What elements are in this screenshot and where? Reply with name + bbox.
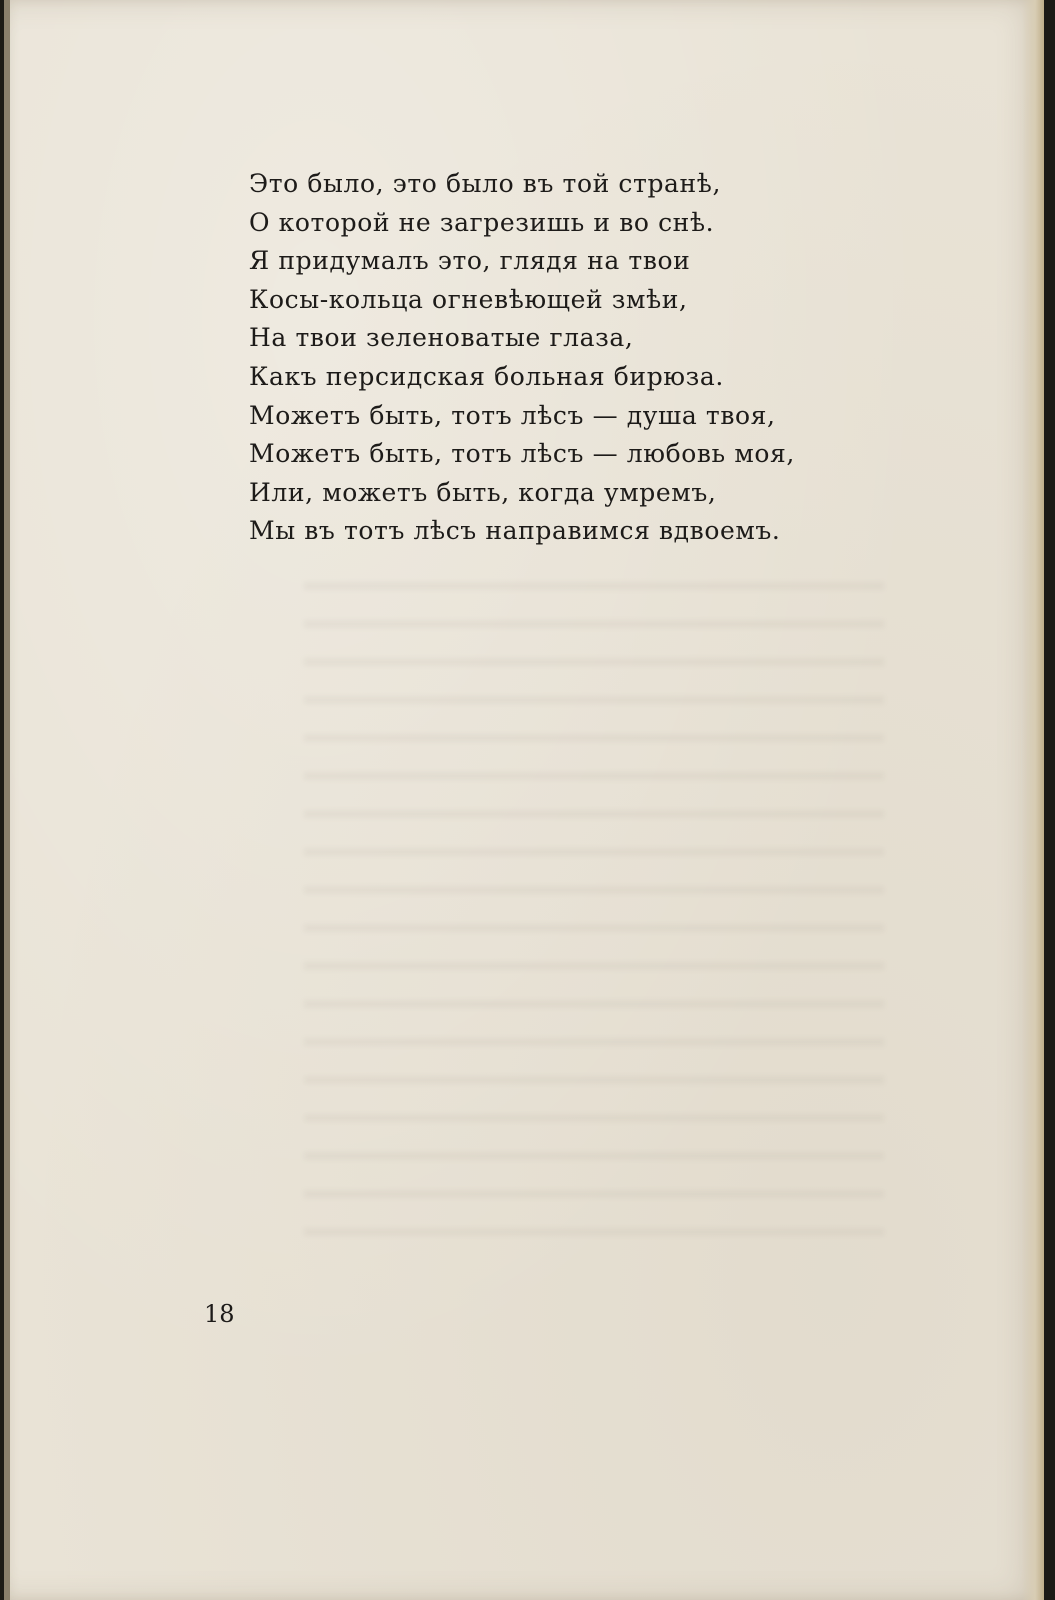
poem-line: Мы въ тотъ лѣсъ направимся вдвоемъ.: [249, 516, 781, 546]
poem-line: Я придумалъ это, глядя на твои: [249, 246, 691, 276]
poem-line: Можетъ быть, тотъ лѣсъ — любовь моя,: [249, 439, 795, 469]
poem-line: Это было, это было въ той странѣ,: [249, 169, 722, 198]
book-page: [4, 0, 1044, 1600]
show-through-text: [304, 560, 884, 1260]
page-number: 18: [204, 1300, 235, 1328]
poem-line: Косы-кольца огневѣющей змѣи,: [249, 284, 688, 314]
poem-line: О которой не загрезишь и во снѣ.: [249, 207, 715, 237]
poem-line: Какъ персидская больная бирюза.: [249, 361, 724, 391]
poem-line: Или, можетъ быть, когда умремъ,: [249, 477, 717, 507]
page-left-edge: [4, 0, 10, 1600]
poem-line: На твои зеленоватые глаза,: [249, 323, 634, 353]
poem-line: Можетъ быть, тотъ лѣсъ — душа твоя,: [249, 400, 776, 430]
poem-text: [249, 165, 795, 551]
page-spine-edge: [1022, 0, 1044, 1600]
